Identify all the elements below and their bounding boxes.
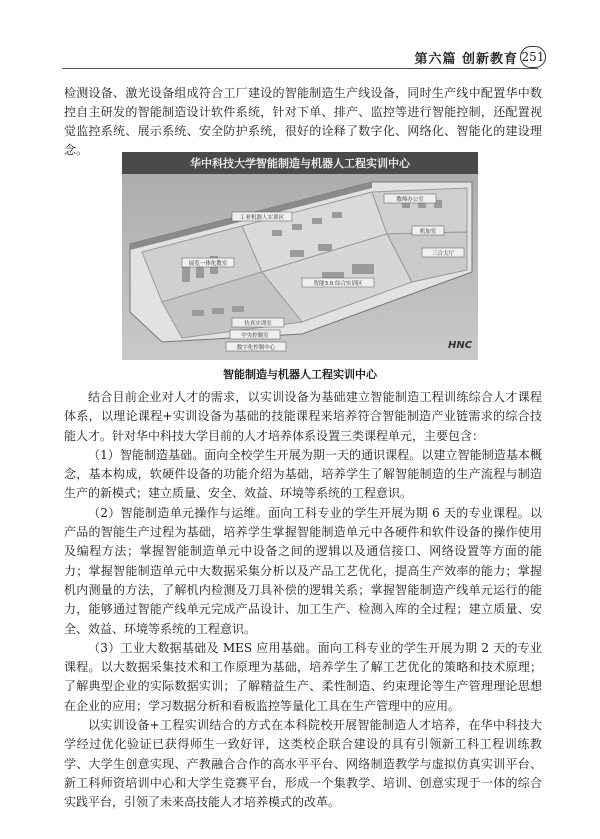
facility-rendering — [122, 152, 478, 360]
paragraph-unit-3: （3）工业大数据基础及 MES 应用基础。面向工科专业的学生开展为期 2 天的专业课程。以大数据采集技术和工作原理为基础，培养学生了解工艺优化的策略和技术原理；了解典型企业的实际数据实训；了解精益生产、柔性制造、约束理论等生产管理理论思想在企业的应用；学习数据分析和看板监控等量化工具在生产管理中的应用。 — [64, 640, 542, 713]
header-rule — [62, 68, 538, 69]
paragraph-overview: 结合目前企业对人才的需求，以实训设备为基础建立智能制造工程训练综合人才课程体系，以理论课程+实训设备为基础的技能课程来培养符合智能制造产业链需求的综合技能人才。针对华中科技大学目前的人才培养体系设置三类课程单元，主要包含： — [64, 390, 542, 443]
label-exhibit: 展览一体化教室 — [188, 261, 228, 267]
label-control: 中央控制室 — [241, 333, 269, 339]
label-hall: 三合大厅 — [431, 251, 455, 257]
label-office: 教师办公室 — [396, 197, 424, 203]
page-number: 251 — [520, 46, 546, 68]
floorplan-illustration — [122, 152, 478, 360]
label-room: 机加室 — [419, 229, 437, 235]
label-training: 仿真实训室 — [244, 321, 272, 327]
label-lab: 智能3.0 综合实训区 — [313, 281, 363, 287]
body-text — [64, 388, 542, 813]
paragraph-unit-2: （2）智能制造单元操作与运维。面向工科专业的学生开展为期 6 天的专业课程。以产品的智能生产过程为基础，培养学生掌握智能制造单元中各硬件和软件设备的操作使用及编程方法；掌握智能制造单元中设备之间的逻辑以及通信接口、网络设置等方面的能力；掌握智能制造单元中大数据采集分析以及产品工艺优化，提高生产效率的能力；掌握机内测量的方法，了解机内检测及刀具补偿的逻辑关系；掌握智能制造产线单元运行的能力，能够通过智能产线单元完成产品设计、加工生产、检测入库的全过程；建立质量、安全、效益、环境等系统的工程意识。 — [64, 505, 542, 636]
paragraph-unit-1: （1）智能制造基础。面向全校学生开展为期一天的通识课程。以建立智能制造基本概念，基本构成，软硬件设备的功能介绍为基础，培养学生了解智能制造的生产流程与制造生产的新模式；建立质量、安全、效益、环境等系统的工程意识。 — [64, 447, 542, 501]
page-header — [0, 46, 600, 68]
paragraph-conclusion: 以实训设备+工程实训结合的方式在本科院校开展智能制造人才培养，在华中科技大学经过优化验证已获得师生一致好评，这类校企联合建设的具有引领新工科工程训练教学、大学生创意实现、产教融合合作的高水平平台、网络制造教学与虚拟仿真实训平台、新工科师资培训中心和大学生竞赛平台，形成一个集教学、培训、创意实现于一体的综合实践平台，引领了未来高技能人才培养模式的改革。 — [64, 718, 542, 810]
label-workshop: 工业机器人实训区 — [239, 215, 285, 221]
label-data: 数字化控制中心 — [236, 345, 276, 351]
section-title: 第六篇 创新教育 — [414, 52, 518, 67]
figure-caption: 智能制造与机器人工程实训中心 — [223, 368, 377, 381]
banner-text: 华中科技大学智能制造与机器人工程实训中心 — [190, 157, 410, 170]
hnc-logo: HNC — [448, 340, 473, 351]
intro-paragraph: 检测设备、激光设备组成符合工厂建设的智能制造生产线设备，同时生产线中配置华中数控自主研发的智能制造设计软件系统，针对下单、排产、监控等进行智能控制，还配置视觉监控系统、展示系统、安全防护系统，很好的诠释了数字化、网络化、智能化的建设理念。 — [64, 86, 542, 157]
